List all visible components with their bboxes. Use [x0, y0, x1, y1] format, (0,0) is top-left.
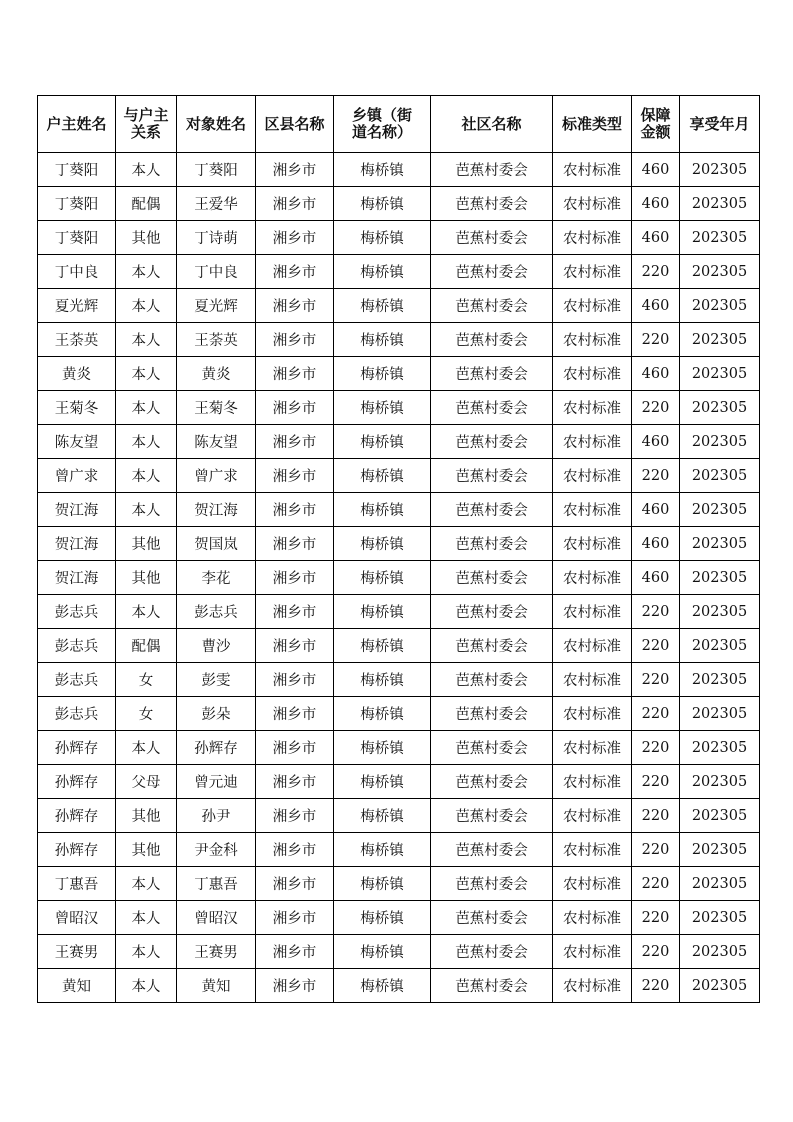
- household-head-cell: 孙辉存: [38, 833, 116, 867]
- township-cell: 梅桥镇: [334, 935, 431, 969]
- household-head-cell: 丁葵阳: [38, 187, 116, 221]
- period-cell: 202305: [680, 697, 760, 731]
- period-cell: 202305: [680, 255, 760, 289]
- amount-cell: 220: [632, 969, 680, 1003]
- community-cell: 芭蕉村委会: [431, 629, 553, 663]
- recipient-name-cell: 王赛男: [177, 935, 256, 969]
- relation-cell: 其他: [116, 799, 177, 833]
- township-cell: 梅桥镇: [334, 561, 431, 595]
- standard-type-cell: 农村标准: [553, 493, 632, 527]
- recipient-name-cell: 贺国岚: [177, 527, 256, 561]
- county-cell: 湘乡市: [256, 459, 334, 493]
- household-head-cell: 丁葵阳: [38, 153, 116, 187]
- community-cell: 芭蕉村委会: [431, 969, 553, 1003]
- household-head-cell: 孙辉存: [38, 731, 116, 765]
- township-cell: 梅桥镇: [334, 323, 431, 357]
- table-body: [38, 153, 760, 1003]
- county-cell: 湘乡市: [256, 629, 334, 663]
- header-county: 区县名称: [256, 96, 334, 153]
- amount-cell: 220: [632, 867, 680, 901]
- table-row: [38, 731, 760, 765]
- amount-cell: 220: [632, 663, 680, 697]
- standard-type-cell: 农村标准: [553, 935, 632, 969]
- community-cell: 芭蕉村委会: [431, 663, 553, 697]
- standard-type-cell: 农村标准: [553, 833, 632, 867]
- header-township: 乡镇（街道名称）: [334, 96, 431, 153]
- relation-cell: 本人: [116, 867, 177, 901]
- standard-type-cell: 农村标准: [553, 289, 632, 323]
- county-cell: 湘乡市: [256, 765, 334, 799]
- county-cell: 湘乡市: [256, 289, 334, 323]
- county-cell: 湘乡市: [256, 561, 334, 595]
- standard-type-cell: 农村标准: [553, 901, 632, 935]
- household-head-cell: 丁惠吾: [38, 867, 116, 901]
- recipient-name-cell: 陈友望: [177, 425, 256, 459]
- township-cell: 梅桥镇: [334, 221, 431, 255]
- county-cell: 湘乡市: [256, 527, 334, 561]
- township-cell: 梅桥镇: [334, 731, 431, 765]
- recipient-name-cell: 贺江海: [177, 493, 256, 527]
- recipient-name-cell: 彭雯: [177, 663, 256, 697]
- community-cell: 芭蕉村委会: [431, 765, 553, 799]
- county-cell: 湘乡市: [256, 187, 334, 221]
- header-relation: 与户主关系: [116, 96, 177, 153]
- table-row: [38, 867, 760, 901]
- table-row: [38, 391, 760, 425]
- township-cell: 梅桥镇: [334, 527, 431, 561]
- amount-cell: 220: [632, 629, 680, 663]
- household-head-cell: 彭志兵: [38, 595, 116, 629]
- township-cell: 梅桥镇: [334, 493, 431, 527]
- header-period: 享受年月: [680, 96, 760, 153]
- recipient-name-cell: 丁葵阳: [177, 153, 256, 187]
- recipient-name-cell: 曾元迪: [177, 765, 256, 799]
- recipient-name-cell: 黄炎: [177, 357, 256, 391]
- household-head-cell: 彭志兵: [38, 697, 116, 731]
- recipient-name-cell: 尹金科: [177, 833, 256, 867]
- period-cell: 202305: [680, 935, 760, 969]
- period-cell: 202305: [680, 765, 760, 799]
- recipient-name-cell: 曹沙: [177, 629, 256, 663]
- period-cell: 202305: [680, 323, 760, 357]
- table-row: [38, 357, 760, 391]
- county-cell: 湘乡市: [256, 833, 334, 867]
- township-cell: 梅桥镇: [334, 901, 431, 935]
- header-amount: 保障金额: [632, 96, 680, 153]
- community-cell: 芭蕉村委会: [431, 527, 553, 561]
- county-cell: 湘乡市: [256, 153, 334, 187]
- amount-cell: 220: [632, 935, 680, 969]
- relation-cell: 配偶: [116, 629, 177, 663]
- period-cell: 202305: [680, 391, 760, 425]
- community-cell: 芭蕉村委会: [431, 901, 553, 935]
- household-head-cell: 夏光辉: [38, 289, 116, 323]
- township-cell: 梅桥镇: [334, 799, 431, 833]
- household-head-cell: 贺江海: [38, 527, 116, 561]
- header-standard-type: 标准类型: [553, 96, 632, 153]
- standard-type-cell: 农村标准: [553, 697, 632, 731]
- county-cell: 湘乡市: [256, 357, 334, 391]
- relation-cell: 配偶: [116, 187, 177, 221]
- township-cell: 梅桥镇: [334, 697, 431, 731]
- household-head-cell: 丁中良: [38, 255, 116, 289]
- township-cell: 梅桥镇: [334, 629, 431, 663]
- community-cell: 芭蕉村委会: [431, 289, 553, 323]
- standard-type-cell: 农村标准: [553, 459, 632, 493]
- household-head-cell: 彭志兵: [38, 629, 116, 663]
- period-cell: 202305: [680, 221, 760, 255]
- recipient-name-cell: 彭朵: [177, 697, 256, 731]
- table-row: [38, 527, 760, 561]
- amount-cell: 220: [632, 697, 680, 731]
- recipient-name-cell: 丁中良: [177, 255, 256, 289]
- relation-cell: 本人: [116, 459, 177, 493]
- county-cell: 湘乡市: [256, 799, 334, 833]
- county-cell: 湘乡市: [256, 255, 334, 289]
- township-cell: 梅桥镇: [334, 153, 431, 187]
- recipient-name-cell: 曾广求: [177, 459, 256, 493]
- household-head-cell: 黄炎: [38, 357, 116, 391]
- recipient-name-cell: 孙辉存: [177, 731, 256, 765]
- amount-cell: 460: [632, 561, 680, 595]
- standard-type-cell: 农村标准: [553, 663, 632, 697]
- table-row: [38, 663, 760, 697]
- household-head-cell: 贺江海: [38, 493, 116, 527]
- recipient-name-cell: 王爱华: [177, 187, 256, 221]
- township-cell: 梅桥镇: [334, 459, 431, 493]
- standard-type-cell: 农村标准: [553, 425, 632, 459]
- table-row: [38, 221, 760, 255]
- relation-cell: 本人: [116, 391, 177, 425]
- header-community: 社区名称: [431, 96, 553, 153]
- household-head-cell: 黄知: [38, 969, 116, 1003]
- table-row: [38, 153, 760, 187]
- community-cell: 芭蕉村委会: [431, 697, 553, 731]
- header-recipient-name: 对象姓名: [177, 96, 256, 153]
- period-cell: 202305: [680, 969, 760, 1003]
- community-cell: 芭蕉村委会: [431, 323, 553, 357]
- period-cell: 202305: [680, 901, 760, 935]
- household-head-cell: 彭志兵: [38, 663, 116, 697]
- household-head-cell: 曾昭汉: [38, 901, 116, 935]
- table-row: [38, 901, 760, 935]
- county-cell: 湘乡市: [256, 425, 334, 459]
- table-row: [38, 289, 760, 323]
- relation-cell: 其他: [116, 833, 177, 867]
- period-cell: 202305: [680, 493, 760, 527]
- county-cell: 湘乡市: [256, 901, 334, 935]
- community-cell: 芭蕉村委会: [431, 833, 553, 867]
- community-cell: 芭蕉村委会: [431, 867, 553, 901]
- period-cell: 202305: [680, 595, 760, 629]
- county-cell: 湘乡市: [256, 697, 334, 731]
- household-head-cell: 贺江海: [38, 561, 116, 595]
- standard-type-cell: 农村标准: [553, 527, 632, 561]
- table-row: [38, 187, 760, 221]
- period-cell: 202305: [680, 289, 760, 323]
- household-head-cell: 孙辉存: [38, 765, 116, 799]
- table-row: [38, 255, 760, 289]
- recipient-name-cell: 王荼英: [177, 323, 256, 357]
- amount-cell: 220: [632, 765, 680, 799]
- household-head-cell: 丁葵阳: [38, 221, 116, 255]
- relation-cell: 本人: [116, 289, 177, 323]
- household-head-cell: 王菊冬: [38, 391, 116, 425]
- township-cell: 梅桥镇: [334, 663, 431, 697]
- header-household-head: 户主姓名: [38, 96, 116, 153]
- amount-cell: 220: [632, 833, 680, 867]
- community-cell: 芭蕉村委会: [431, 561, 553, 595]
- period-cell: 202305: [680, 833, 760, 867]
- relation-cell: 本人: [116, 731, 177, 765]
- beneficiary-table: [37, 95, 760, 1003]
- amount-cell: 220: [632, 731, 680, 765]
- period-cell: 202305: [680, 425, 760, 459]
- amount-cell: 460: [632, 289, 680, 323]
- relation-cell: 其他: [116, 221, 177, 255]
- community-cell: 芭蕉村委会: [431, 221, 553, 255]
- township-cell: 梅桥镇: [334, 833, 431, 867]
- township-cell: 梅桥镇: [334, 969, 431, 1003]
- recipient-name-cell: 彭志兵: [177, 595, 256, 629]
- community-cell: 芭蕉村委会: [431, 935, 553, 969]
- county-cell: 湘乡市: [256, 969, 334, 1003]
- relation-cell: 父母: [116, 765, 177, 799]
- relation-cell: 本人: [116, 425, 177, 459]
- standard-type-cell: 农村标准: [553, 867, 632, 901]
- standard-type-cell: 农村标准: [553, 255, 632, 289]
- standard-type-cell: 农村标准: [553, 765, 632, 799]
- recipient-name-cell: 曾昭汉: [177, 901, 256, 935]
- standard-type-cell: 农村标准: [553, 969, 632, 1003]
- table-row: [38, 561, 760, 595]
- relation-cell: 其他: [116, 561, 177, 595]
- relation-cell: 本人: [116, 323, 177, 357]
- table-row: [38, 493, 760, 527]
- community-cell: 芭蕉村委会: [431, 153, 553, 187]
- community-cell: 芭蕉村委会: [431, 595, 553, 629]
- community-cell: 芭蕉村委会: [431, 425, 553, 459]
- amount-cell: 220: [632, 799, 680, 833]
- county-cell: 湘乡市: [256, 493, 334, 527]
- community-cell: 芭蕉村委会: [431, 731, 553, 765]
- table-header: [38, 96, 760, 153]
- community-cell: 芭蕉村委会: [431, 493, 553, 527]
- recipient-name-cell: 夏光辉: [177, 289, 256, 323]
- community-cell: 芭蕉村委会: [431, 187, 553, 221]
- county-cell: 湘乡市: [256, 221, 334, 255]
- standard-type-cell: 农村标准: [553, 731, 632, 765]
- township-cell: 梅桥镇: [334, 255, 431, 289]
- period-cell: 202305: [680, 629, 760, 663]
- community-cell: 芭蕉村委会: [431, 357, 553, 391]
- standard-type-cell: 农村标准: [553, 221, 632, 255]
- county-cell: 湘乡市: [256, 663, 334, 697]
- relation-cell: 本人: [116, 357, 177, 391]
- household-head-cell: 王荼英: [38, 323, 116, 357]
- period-cell: 202305: [680, 459, 760, 493]
- period-cell: 202305: [680, 527, 760, 561]
- table-row: [38, 833, 760, 867]
- table-row: [38, 799, 760, 833]
- period-cell: 202305: [680, 663, 760, 697]
- relation-cell: 本人: [116, 493, 177, 527]
- township-cell: 梅桥镇: [334, 289, 431, 323]
- standard-type-cell: 农村标准: [553, 391, 632, 425]
- amount-cell: 460: [632, 527, 680, 561]
- period-cell: 202305: [680, 799, 760, 833]
- recipient-name-cell: 王菊冬: [177, 391, 256, 425]
- township-cell: 梅桥镇: [334, 391, 431, 425]
- table-row: [38, 697, 760, 731]
- amount-cell: 460: [632, 357, 680, 391]
- township-cell: 梅桥镇: [334, 595, 431, 629]
- amount-cell: 460: [632, 187, 680, 221]
- relation-cell: 本人: [116, 255, 177, 289]
- township-cell: 梅桥镇: [334, 187, 431, 221]
- relation-cell: 本人: [116, 935, 177, 969]
- recipient-name-cell: 李花: [177, 561, 256, 595]
- township-cell: 梅桥镇: [334, 357, 431, 391]
- amount-cell: 460: [632, 425, 680, 459]
- county-cell: 湘乡市: [256, 935, 334, 969]
- period-cell: 202305: [680, 731, 760, 765]
- relation-cell: 本人: [116, 595, 177, 629]
- township-cell: 梅桥镇: [334, 765, 431, 799]
- relation-cell: 女: [116, 697, 177, 731]
- amount-cell: 460: [632, 493, 680, 527]
- household-head-cell: 王赛男: [38, 935, 116, 969]
- period-cell: 202305: [680, 357, 760, 391]
- county-cell: 湘乡市: [256, 731, 334, 765]
- community-cell: 芭蕉村委会: [431, 255, 553, 289]
- table-row: [38, 969, 760, 1003]
- table-row: [38, 425, 760, 459]
- amount-cell: 220: [632, 459, 680, 493]
- township-cell: 梅桥镇: [334, 425, 431, 459]
- table-row: [38, 629, 760, 663]
- standard-type-cell: 农村标准: [553, 629, 632, 663]
- period-cell: 202305: [680, 153, 760, 187]
- household-head-cell: 孙辉存: [38, 799, 116, 833]
- standard-type-cell: 农村标准: [553, 561, 632, 595]
- township-cell: 梅桥镇: [334, 867, 431, 901]
- recipient-name-cell: 丁惠吾: [177, 867, 256, 901]
- county-cell: 湘乡市: [256, 595, 334, 629]
- amount-cell: 220: [632, 595, 680, 629]
- header-row: [38, 96, 760, 153]
- amount-cell: 220: [632, 255, 680, 289]
- standard-type-cell: 农村标准: [553, 595, 632, 629]
- relation-cell: 本人: [116, 901, 177, 935]
- recipient-name-cell: 孙尹: [177, 799, 256, 833]
- amount-cell: 220: [632, 391, 680, 425]
- amount-cell: 460: [632, 221, 680, 255]
- standard-type-cell: 农村标准: [553, 153, 632, 187]
- table-row: [38, 935, 760, 969]
- table-row: [38, 765, 760, 799]
- county-cell: 湘乡市: [256, 391, 334, 425]
- recipient-name-cell: 丁诗萌: [177, 221, 256, 255]
- table-row: [38, 595, 760, 629]
- amount-cell: 220: [632, 323, 680, 357]
- amount-cell: 220: [632, 901, 680, 935]
- relation-cell: 本人: [116, 969, 177, 1003]
- standard-type-cell: 农村标准: [553, 323, 632, 357]
- relation-cell: 本人: [116, 153, 177, 187]
- community-cell: 芭蕉村委会: [431, 799, 553, 833]
- standard-type-cell: 农村标准: [553, 187, 632, 221]
- relation-cell: 女: [116, 663, 177, 697]
- standard-type-cell: 农村标准: [553, 799, 632, 833]
- table-row: [38, 323, 760, 357]
- period-cell: 202305: [680, 561, 760, 595]
- table-row: [38, 459, 760, 493]
- county-cell: 湘乡市: [256, 323, 334, 357]
- period-cell: 202305: [680, 187, 760, 221]
- household-head-cell: 陈友望: [38, 425, 116, 459]
- household-head-cell: 曾广求: [38, 459, 116, 493]
- standard-type-cell: 农村标准: [553, 357, 632, 391]
- community-cell: 芭蕉村委会: [431, 459, 553, 493]
- community-cell: 芭蕉村委会: [431, 391, 553, 425]
- period-cell: 202305: [680, 867, 760, 901]
- recipient-name-cell: 黄知: [177, 969, 256, 1003]
- relation-cell: 其他: [116, 527, 177, 561]
- amount-cell: 460: [632, 153, 680, 187]
- county-cell: 湘乡市: [256, 867, 334, 901]
